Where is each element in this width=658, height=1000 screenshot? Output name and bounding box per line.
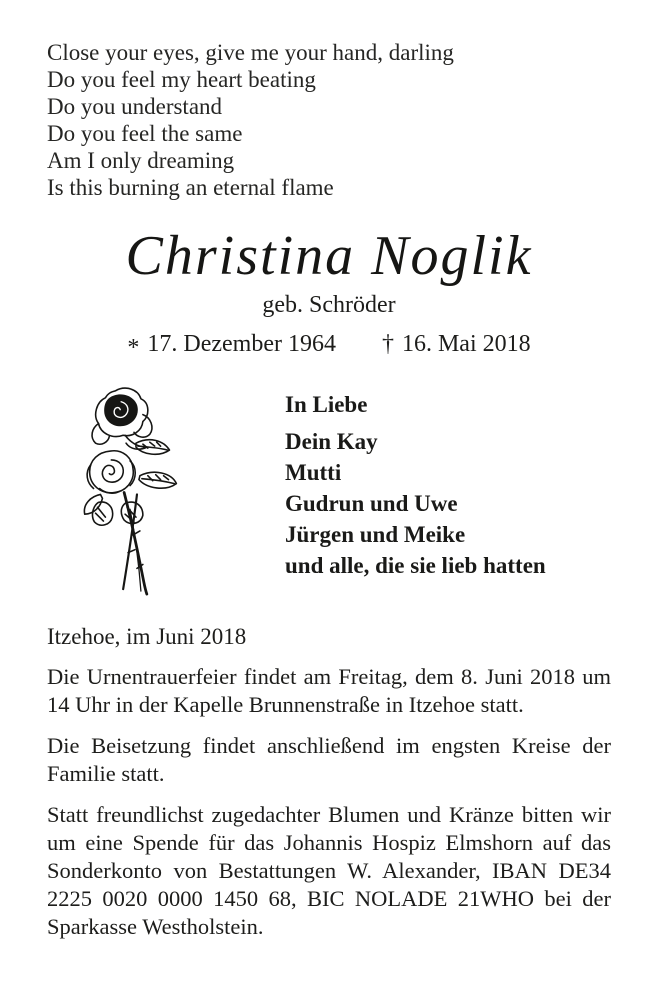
mourner-name: Gudrun und Uwe	[285, 491, 458, 516]
rose-icon	[79, 385, 189, 597]
life-dates	[0, 329, 658, 359]
poem-line: Am I only dreaming	[47, 148, 235, 173]
birth-star-icon: *	[127, 335, 140, 361]
deceased-name: Christina Noglik	[125, 225, 533, 287]
death-date: † 16. Mai 2018	[381, 331, 531, 357]
poem-line: Do you understand	[47, 94, 223, 119]
poem-line: Do you feel the same	[47, 121, 243, 146]
birth-date: * 17. Dezember 1964	[127, 331, 336, 361]
poem-line: Do you feel my heart beating	[47, 67, 316, 92]
poem-line: Close your eyes, give me your hand, darling	[47, 40, 454, 65]
dedication-section	[47, 385, 611, 601]
mourner-name: Dein Kay	[285, 429, 378, 454]
maiden-name: geb. Schröder	[262, 292, 396, 318]
mourners-list	[285, 385, 546, 581]
dedication-heading: In Liebe	[285, 392, 368, 417]
place-date-line: Itzehoe, im Juni 2018	[47, 624, 247, 649]
funeral-service-paragraph: Die Urnentrauerfeier findet am Freitag, dem 8. Juni 2018 um 14 Uhr in der Kapelle Brunnenstraße in Itzehoe statt.	[47, 664, 611, 717]
donation-paragraph: Statt freundlichst zugedachter Blumen und Kränze bitten wir um eine Spende für das Johannis Hospiz Elmshorn auf das Sonderkonto von Bestattungen W. Alexander, IBAN DE34 2225 0020 0000 1450 68, BIC NOLADE 21WHO bei der Sparkasse Westholstein.	[47, 802, 611, 939]
death-cross-icon: †	[381, 331, 394, 357]
poem-line: Is this burning an eternal flame	[47, 175, 334, 200]
rose-illustration	[79, 385, 189, 597]
burial-paragraph: Die Beisetzung findet anschließend im engsten Kreise der Familie statt.	[47, 733, 611, 786]
poem	[47, 39, 611, 201]
mourner-name: und alle, die sie lieb hatten	[285, 553, 546, 578]
mourner-name: Mutti	[285, 460, 342, 485]
mourner-name: Jürgen und Meike	[285, 522, 466, 547]
